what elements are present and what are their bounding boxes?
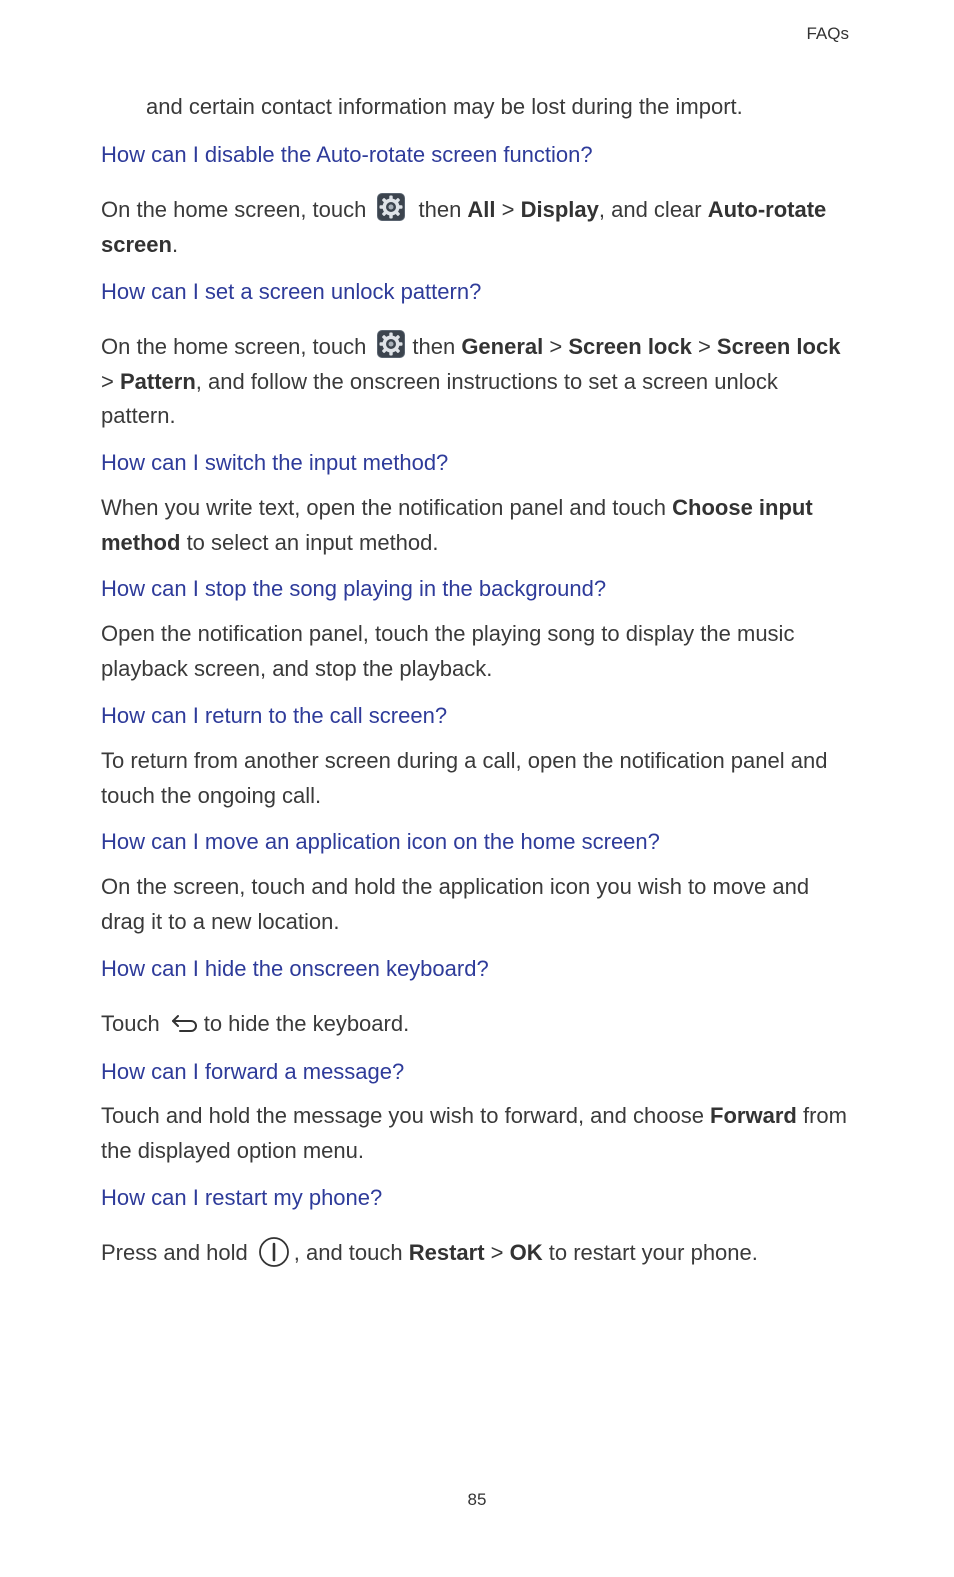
faq-question-call-screen: How can I return to the call screen?	[101, 703, 448, 728]
faq-answer-call-screen: To return from another screen during a call, open the notification panel and touch the ongoing call.	[101, 748, 828, 808]
faq-question-forward-message: How can I forward a message?	[101, 1059, 405, 1084]
settings-gear-icon	[376, 192, 406, 222]
power-button-icon	[258, 1236, 290, 1268]
faq-question-input-method: How can I switch the input method?	[101, 450, 449, 475]
section-header: FAQs	[806, 24, 849, 43]
faq-answer-forward-message: Touch and hold the message you wish to forward, and choose Forward from the displayed option menu.	[101, 1103, 847, 1163]
faq-question-auto-rotate: How can I disable the Auto-rotate screen function?	[101, 142, 593, 167]
settings-gear-icon	[376, 329, 406, 359]
back-arrow-icon	[170, 1012, 200, 1034]
faq-answer-hide-keyboard: Touch to hide the keyboard.	[101, 1011, 410, 1036]
faq-question-hide-keyboard: How can I hide the onscreen keyboard?	[101, 956, 489, 981]
faq-question-stop-song: How can I stop the song playing in the background?	[101, 576, 607, 601]
faq-question-unlock-pattern: How can I set a screen unlock pattern?	[101, 279, 482, 304]
page-number: 85	[467, 1490, 487, 1509]
faq-answer-input-method: When you write text, open the notification panel and touch Choose input method to select an input method.	[101, 495, 813, 555]
faq-answer-restart-phone: Press and hold , and touch Restart > OK to restart your phone.	[101, 1236, 851, 1271]
faq-answer-stop-song: Open the notification panel, touch the playing song to display the music playback screen, and stop the playback.	[101, 621, 795, 681]
faq-question-move-icon: How can I move an application icon on the home screen?	[101, 829, 660, 854]
faq-answer-auto-rotate: On the home screen, touch then All > Display, and clear Auto-rotate screen.	[101, 192, 851, 262]
intro-text: and certain contact information may be lost during the import.	[146, 94, 743, 119]
faq-answer-unlock-pattern: On the home screen, touch then General > Screen lock > Screen lock > Pattern, and follow the onscreen instructions to set a screen unlock pattern.	[101, 329, 851, 434]
faq-question-restart-phone: How can I restart my phone?	[101, 1185, 383, 1210]
faq-answer-move-icon: On the screen, touch and hold the application icon you wish to move and drag it to a new location.	[101, 874, 810, 934]
